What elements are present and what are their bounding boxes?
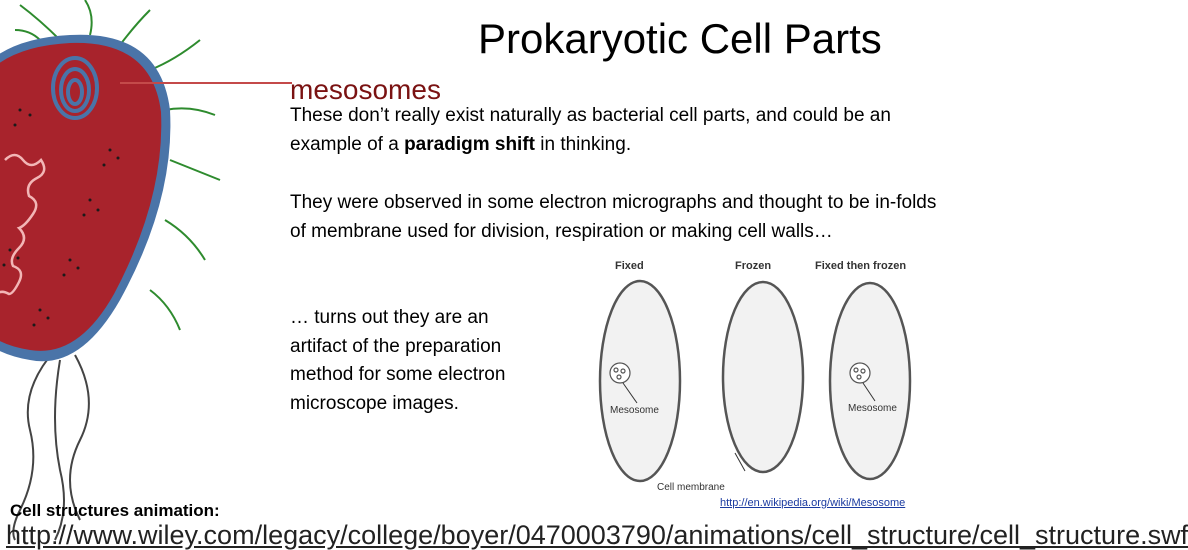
mesosome-figure [585,253,955,495]
figure-label-mesosome-left: Mesosome [610,405,659,416]
figure-label-fixed-then-frozen: Fixed then frozen [815,260,907,272]
cell-frozen [723,282,803,472]
paradigm-shift-emphasis: paradigm shift [404,133,535,155]
figure-label-cell-membrane: Cell membrane [657,482,725,493]
bacterium-illustration [0,0,300,540]
figure-label-frozen: Frozen [735,260,772,272]
cell-fixed-then-frozen [830,283,910,479]
figure-label-fixed: Fixed [615,260,644,272]
paragraph-3: … turns out they are an artifact of the preparation method for some electron microscope images. [290,307,506,414]
paragraph-2: They were observed in some electron micrographs and thought to be in-folds of membrane used for division, respiration or making cell walls… [290,192,937,242]
mesosome-leader-line [120,82,292,84]
mesosomes-label: mesosomes [290,74,441,105]
wikipedia-source-link[interactable]: http://en.wikipedia.org/wiki/Mesosome [720,497,906,509]
animation-label: Cell structures animation: [10,501,220,520]
animation-link[interactable]: http://www.wiley.com/legacy/college/boyer/0470003790/animations/cell_structure/cell_structure.swf [6,520,1188,550]
figure-label-mesosome-right: Mesosome [848,403,897,414]
slide-title: Prokaryotic Cell Parts [478,15,882,62]
cell-fixed [600,281,680,481]
paragraph-1-tail: in thinking. [534,133,632,155]
paragraph-1 [290,102,940,159]
mesosome-left [610,363,630,383]
mesosome-right [850,363,870,383]
paragraph-1-text: These don’t really exist naturally as bacterial cell parts, and could be an example of a [290,105,891,155]
